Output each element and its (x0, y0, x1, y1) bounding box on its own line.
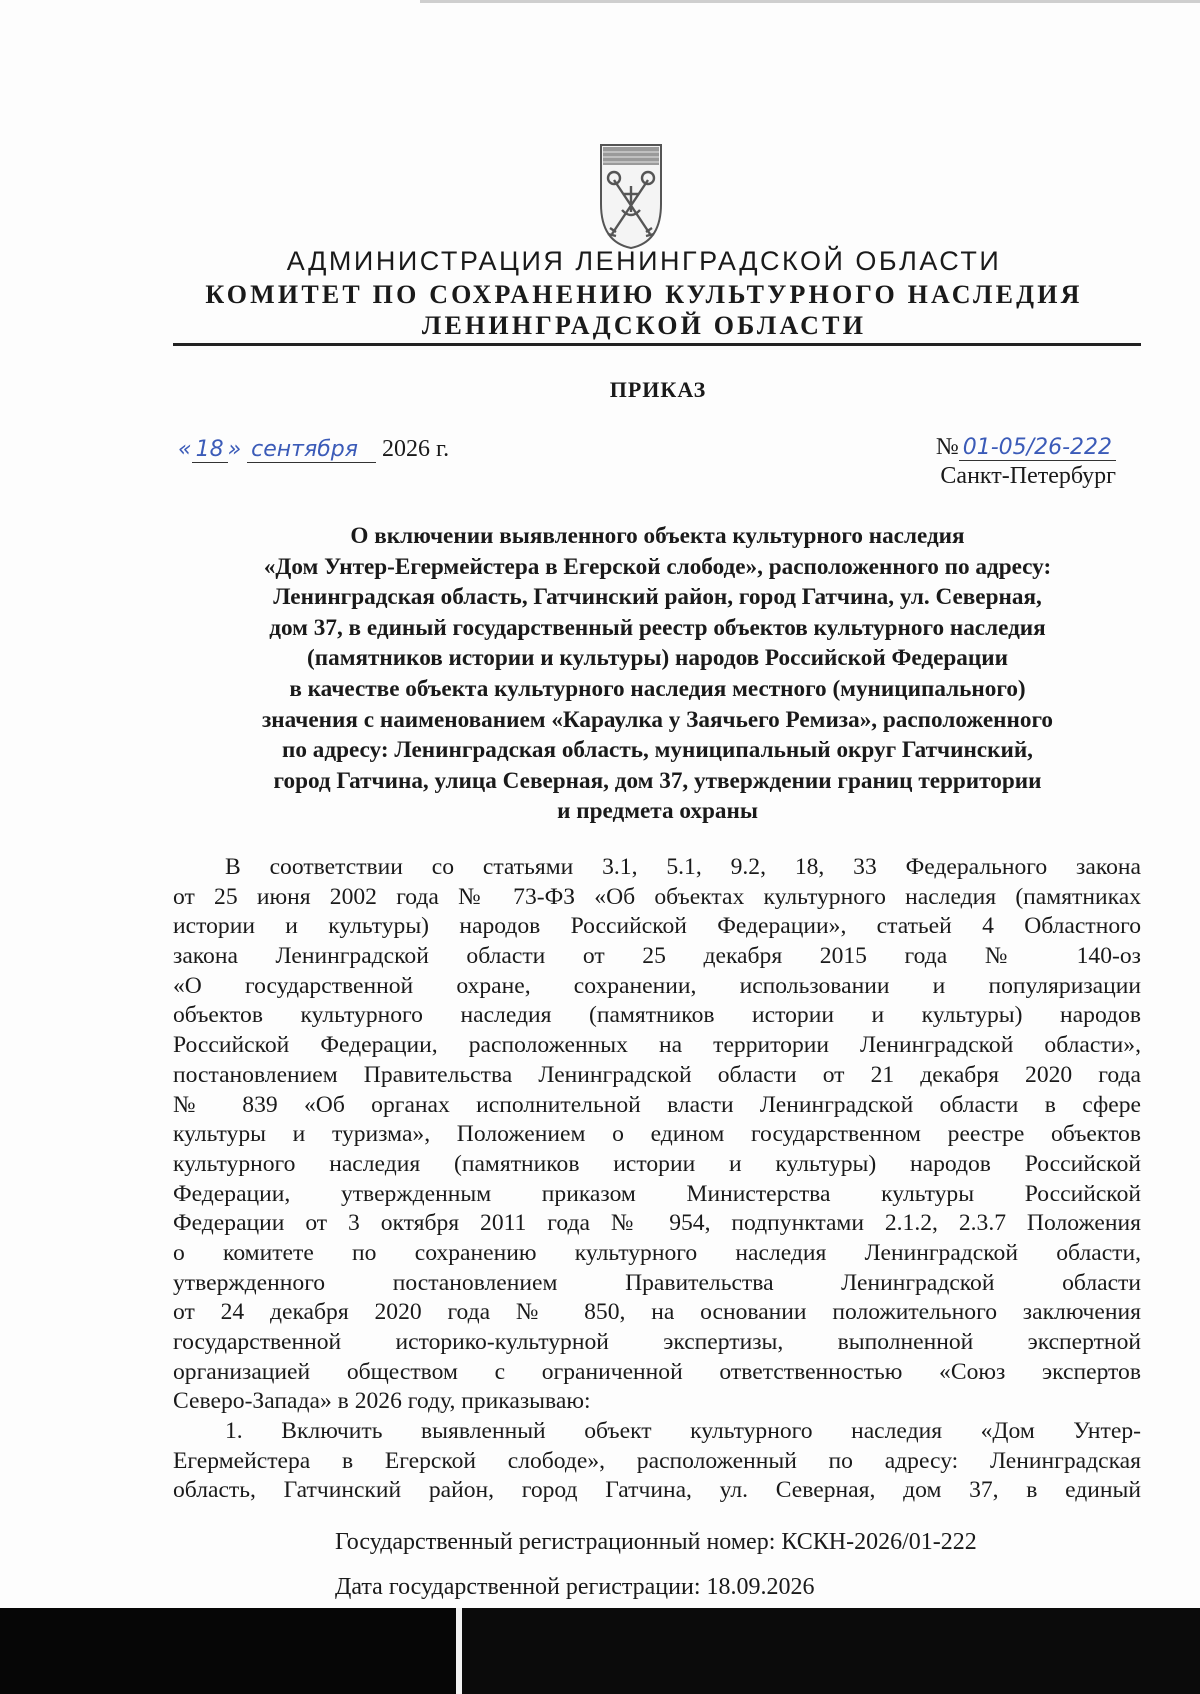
number-sign: № (935, 434, 959, 460)
title-line: дом 37, в единый государственный реестр объектов культурного наследия (269, 614, 1046, 641)
order-body (173, 853, 1141, 1506)
title-line: «Дом Унтер-Егермейстера в Егерской слободе», расположенного по адресу: (263, 553, 1052, 580)
body-line: № 839 «Об органах исполнительной власти Ленинградской области в сфере (173, 1091, 1141, 1118)
administration-title: АДМИНИСТРАЦИЯ ЛЕНИНГРАДСКОЙ ОБЛАСТИ (286, 246, 1002, 276)
body-line: Северо-Запада» в 2026 году, приказываю: (173, 1388, 591, 1415)
title-line: город Гатчина, улица Северная, дом 37, утверждении границ территории (273, 767, 1042, 794)
body-line: утвержденного постановлением Правительства Ленинградской области (173, 1269, 1141, 1296)
registration-date: Дата государственной регистрации: 18.09.2026 (335, 1574, 815, 1600)
body-line: Российской Федерации, расположенных на территории Ленинградской области», (173, 1032, 1141, 1059)
city: Санкт-Петербург (940, 463, 1116, 489)
body-line: Федерации от 3 октября 2011 года № 954, подпунктами 2.1.2, 2.3.7 Положения (173, 1210, 1141, 1237)
date-month: сентября (247, 437, 376, 463)
title-line: в качестве объекта культурного наследия местного (муниципального) (289, 675, 1026, 702)
coat-of-arms-icon (598, 142, 664, 250)
order-title (170, 521, 1145, 827)
title-line: по адресу: Ленинградская область, муниципальный округ Гатчинский, (282, 737, 1033, 764)
order-date (178, 436, 449, 463)
scan-border-left (0, 1608, 456, 1694)
date-day: 18 (192, 437, 228, 463)
body-line: организацией обществом с ограниченной ответственностью «Союз экспертов (173, 1358, 1141, 1385)
scan-border-right (462, 1608, 1200, 1694)
body-line: Федерации, утвержденным приказом Министерства культуры Российской (173, 1180, 1141, 1207)
title-line: и предмета охраны (557, 798, 758, 825)
body-line: закона Ленинградской области от 25 декабря 2015 года № 140-оз (173, 943, 1141, 970)
body-line: 1. Включить выявленный объект культурного наследия «Дом Унтер- (225, 1418, 1141, 1445)
body-line: объектов культурного наследия (памятников истории и культуры) народов (173, 1002, 1141, 1029)
order-number (936, 434, 1116, 461)
body-line: культурного наследия (памятников истории и культуры) народов Российской (173, 1150, 1141, 1177)
date-open-quote: « (178, 437, 192, 462)
committee-title: КОМИТЕТ ПО СОХРАНЕНИЮ КУЛЬТУРНОГО НАСЛЕДИЯ (205, 280, 1083, 309)
body-line: государственной историко-культурной экспертизы, выполненной экспертной (173, 1329, 1141, 1355)
title-line: (памятников истории и культуры) народов Российской Федерации (307, 645, 1008, 672)
body-line: «О государственной охране, сохранении, использовании и популяризации (173, 972, 1141, 999)
body-line: от 25 июня 2002 года № 73-ФЗ «Об объектах культурного наследия (памятниках (173, 883, 1141, 910)
body-line: истории и культуры) народов Российской Федерации», статьей 4 Областного (173, 913, 1141, 940)
header-divider (173, 343, 1141, 346)
body-line: В соответствии со статьями 3.1, 5.1, 9.2, 18, 33 Федерального закона (225, 854, 1141, 880)
body-line: культуры и туризма», Положением о едином государственном реестре объектов (173, 1121, 1141, 1148)
title-line: О включении выявленного объекта культурного наследия (350, 523, 965, 549)
title-line: Ленинградская область, Гатчинский район, город Гатчина, ул. Северная, (273, 584, 1042, 611)
body-line: область, Гатчинский район, город Гатчина, ул. Северная, дом 37, в единый (173, 1477, 1141, 1504)
date-year: 2026 г. (382, 436, 450, 462)
body-line: постановлением Правительства Ленинградской области от 21 декабря 2020 года (173, 1061, 1141, 1088)
document-type: ПРИКАЗ (609, 377, 707, 402)
committee-region: ЛЕНИНГРАДСКОЙ ОБЛАСТИ (421, 311, 867, 340)
number-value: 01-05/26-222 (959, 435, 1116, 461)
body-line: от 24 декабря 2020 года № 850, на основании положительного заключения (173, 1299, 1141, 1326)
body-line: о комитете по сохранению культурного наследия Ленинградской области, (173, 1239, 1141, 1266)
title-line: значения с наименованием «Караулка у Заячьего Ремиза», расположенного (261, 706, 1054, 733)
registration-number: Государственный регистрационный номер: КСКН-2026/01-222 (335, 1529, 977, 1555)
body-line: Егермейстера в Егерской слободе», расположенный по адресу: Ленинградская (173, 1447, 1141, 1474)
date-close-quote: » (227, 437, 242, 462)
